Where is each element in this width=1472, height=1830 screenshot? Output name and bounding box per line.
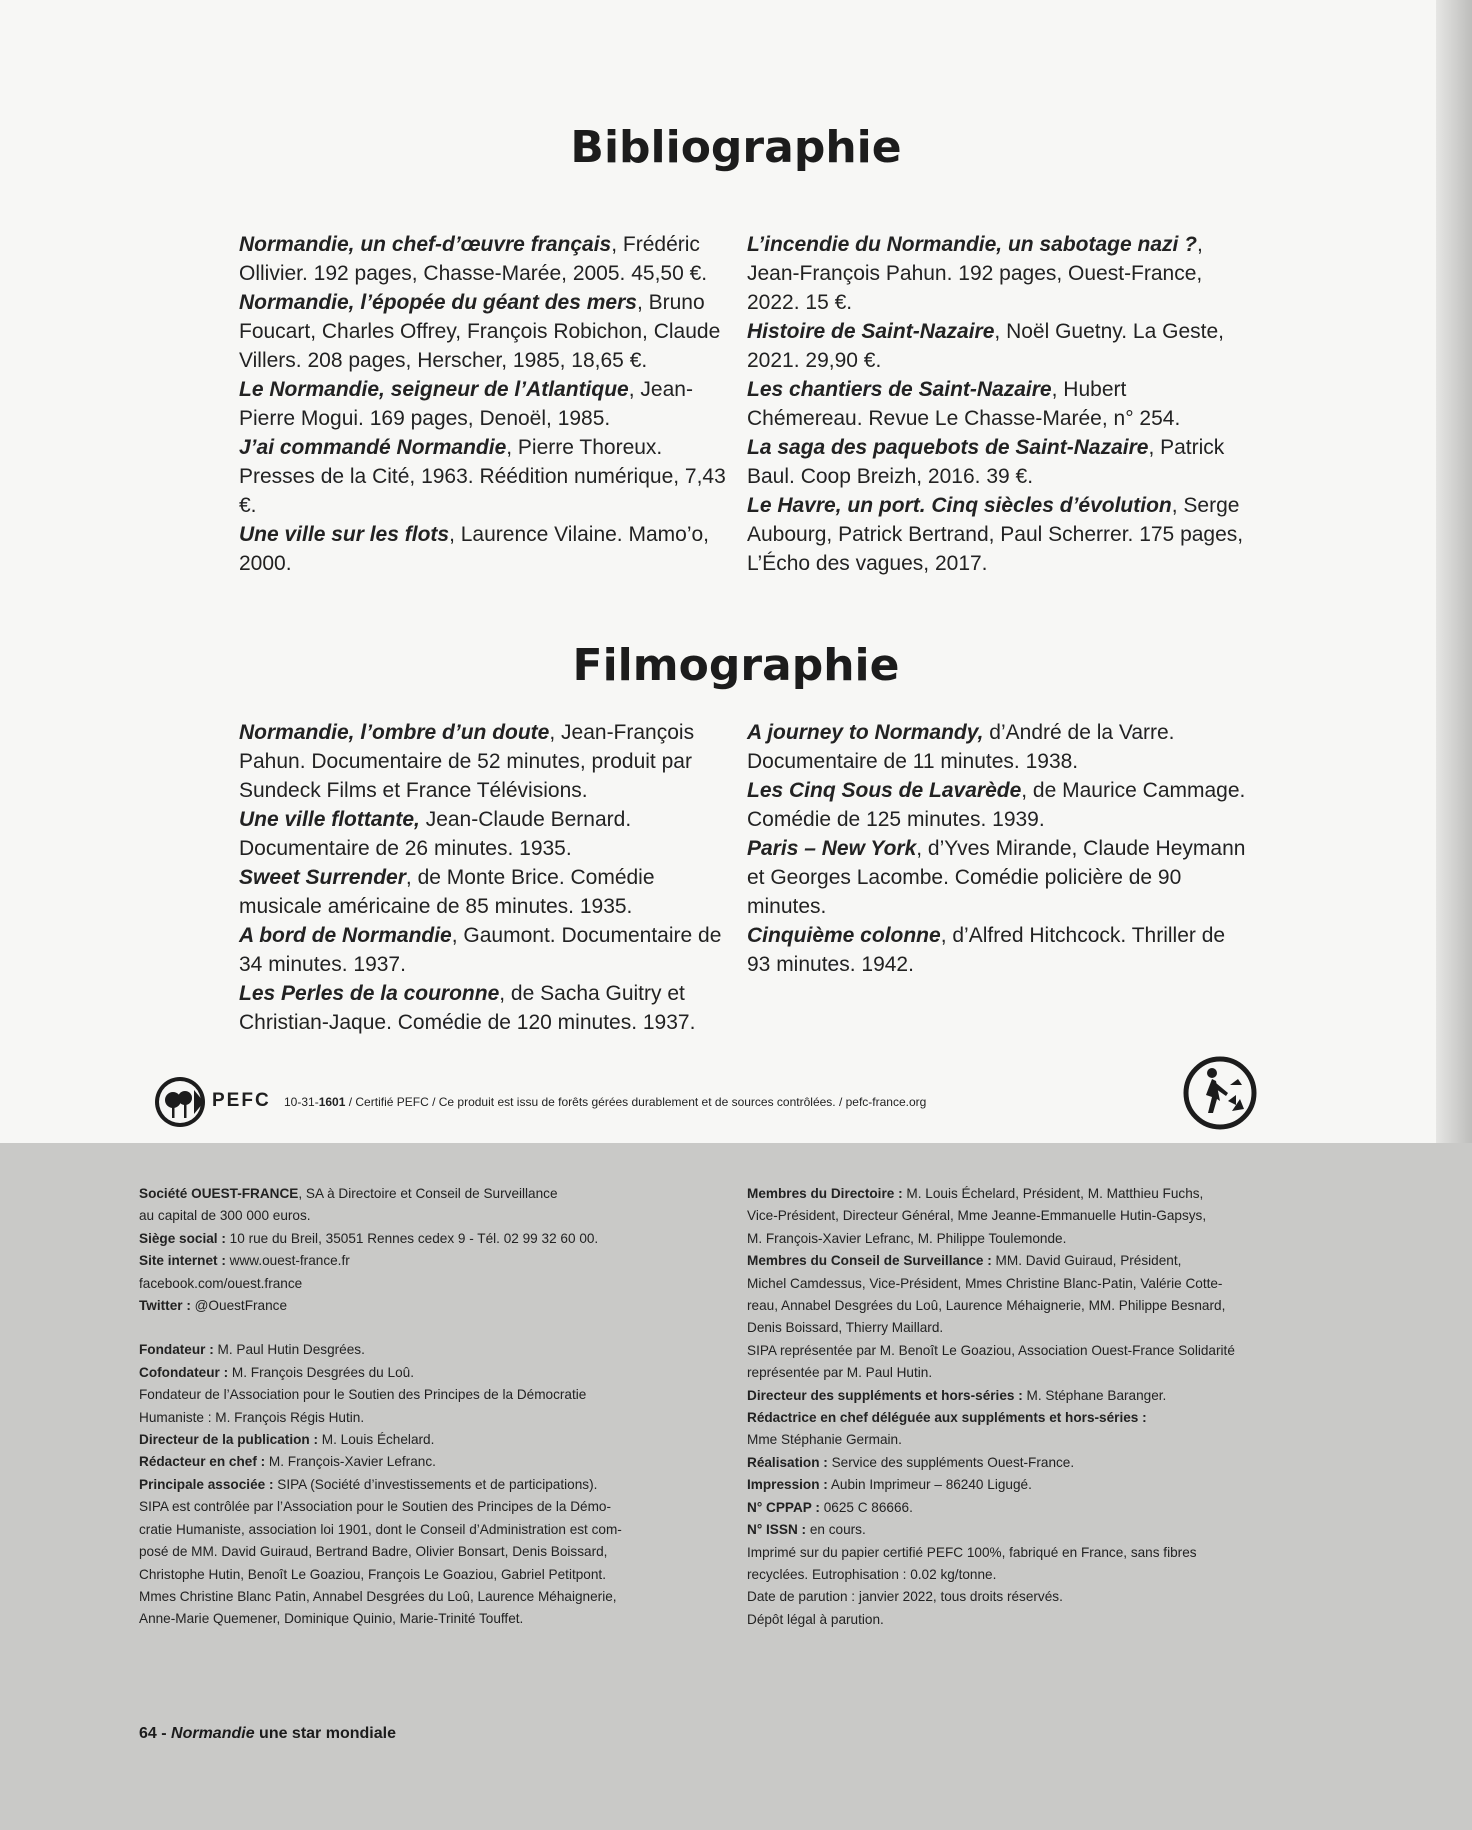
footer-label: Rédactrice en chef déléguée aux suppléments et hors-séries : — [747, 1410, 1147, 1426]
footer-line — [747, 1362, 1337, 1384]
footer-line — [139, 1451, 719, 1473]
reference-details: , Gaumont. Documentaire de 34 minutes. 1937. — [239, 924, 722, 976]
bibliography-left-column — [239, 230, 739, 578]
footer-text: M. Louis Échelard, Président, M. Matthieu Fuchs, — [902, 1186, 1204, 1201]
footer-left-column — [139, 1183, 719, 1631]
footer-text: Service des suppléments Ouest-France. — [827, 1454, 1075, 1470]
reference-entry — [239, 520, 739, 578]
reference-entry — [239, 979, 739, 1037]
pefc-mark: PEFC — [212, 1090, 271, 1111]
reference-entry — [239, 230, 739, 288]
footer-text: recyclées. Eutrophisation : 0.02 kg/tonne. — [747, 1566, 997, 1582]
footer-label: N° ISSN : — [747, 1522, 807, 1538]
footer-line — [747, 1519, 1337, 1541]
footer-line — [747, 1205, 1337, 1227]
reference-details: , Serge Aubourg, Patrick Bertrand, Paul Scherrer. 175 pages, L’Écho des vagues, 2017. — [747, 494, 1244, 575]
reference-title: Une ville sur les flots — [239, 523, 450, 546]
bibliography-right-column — [747, 230, 1247, 578]
footer-line — [747, 1317, 1337, 1339]
reference-details: , de Sacha Guitry et Christian-Jaque. Comédie de 120 minutes. 1937. — [239, 982, 696, 1034]
bibliography-title: Bibliographie — [570, 122, 902, 173]
footer-line — [747, 1385, 1337, 1407]
footer-text: Imprimé sur du papier certifié PEFC 100%, fabriqué en France, sans fibres — [747, 1544, 1197, 1560]
footer-label: Principale associée : — [139, 1476, 274, 1492]
footer-line — [747, 1564, 1337, 1586]
footer-label: Directeur des suppléments et hors-séries : — [747, 1387, 1023, 1403]
footer-text: SIPA représentée par M. Benoît Le Goaziou, Association Ouest-France Solidarité — [747, 1342, 1235, 1358]
footer-line — [139, 1496, 719, 1518]
footer-right-column — [747, 1183, 1337, 1631]
reference-title: Normandie, l’épopée du géant des mers — [239, 291, 637, 314]
reference-title: Paris – New York — [747, 837, 917, 860]
reference-details: , Pierre Thoreux. Presses de la Cité, 1963. Réédition numérique, 7,43 €. — [239, 436, 726, 517]
footer-line — [747, 1474, 1337, 1496]
footer-line — [747, 1250, 1337, 1272]
reference-details: , Jean-Pierre Mogui. 169 pages, Denoël, 1985. — [239, 378, 693, 430]
reference-details: , de Maurice Cammage. Comédie de 125 minutes. 1939. — [747, 779, 1246, 831]
footer-line — [139, 1564, 719, 1586]
reference-entry — [239, 288, 739, 375]
reference-title: Histoire de Saint-Nazaire — [747, 320, 995, 343]
reference-details: , d’Yves Mirande, Claude Heymann et Georges Lacombe. Comédie policière de 90 minutes. — [747, 837, 1246, 918]
reference-details: , Frédéric Ollivier. 192 pages, Chasse-Marée, 2005. 45,50 €. — [239, 233, 708, 285]
footer-text: posé de MM. David Guiraud, Bertrand Badre, Olivier Bonsart, Denis Boissard, — [139, 1544, 608, 1560]
reference-title: A journey to Normandy, — [747, 721, 984, 744]
footer-line — [747, 1273, 1337, 1295]
reference-entry — [239, 718, 739, 805]
footer-label: Membres du Conseil de Surveillance : — [747, 1253, 992, 1269]
pefc-text: 10-31-1601 / Certifié PEFC / Ce produit est issu de forêts gérées durablement et de sources contrôlées. / pefc-france.org — [284, 1095, 927, 1109]
footer-text: M. François Desgrées du Loû. — [228, 1364, 414, 1380]
footer-text: Mmes Christine Blanc Patin, Annabel Desgrées du Loû, Laurence Méhaignerie, — [139, 1588, 617, 1604]
footer-label: Directeur de la publication : — [139, 1432, 319, 1448]
publication-title: Normandie — [171, 1725, 255, 1742]
footer-text: SIPA est contrôlée par l’Association pour le Soutien des Principes de la Démo- — [139, 1499, 612, 1515]
footer-text: Dépôt légal à parution. — [747, 1611, 884, 1627]
footer-text: @OuestFrance — [190, 1298, 288, 1314]
footer-text: Fondateur de l’Association pour le Soutien des Principes de la Démocratie — [139, 1387, 587, 1403]
footer-line — [747, 1609, 1337, 1631]
page-number: 64 — [139, 1725, 157, 1742]
reference-entry — [239, 863, 739, 921]
footer-label: Siège social : — [139, 1230, 226, 1246]
pefc-certification — [150, 1070, 1050, 1130]
footer-text: cratie Humaniste, association loi 1901, dont le Conseil d’Administration est com- — [139, 1521, 622, 1537]
footer-text: représentée par M. Paul Hutin. — [747, 1365, 933, 1381]
reference-entry — [239, 921, 739, 979]
footer-label: Société OUEST-FRANCE — [139, 1186, 299, 1201]
reference-entry — [747, 433, 1247, 491]
footer-line — [747, 1429, 1337, 1451]
footer-line — [139, 1273, 719, 1295]
footer-label: Cofondateur : — [139, 1364, 229, 1380]
footer-text: au capital de 300 000 euros. — [139, 1208, 311, 1224]
footer-line — [747, 1295, 1337, 1317]
footer-label: Site internet : — [139, 1253, 226, 1269]
footer-text: M. Stéphane Baranger. — [1022, 1387, 1167, 1403]
footer-line — [139, 1362, 719, 1384]
reference-details: , Hubert Chémereau. Revue Le Chasse-Marée, n° 254. — [747, 378, 1181, 430]
footer-text: 10 rue du Breil, 35051 Rennes cedex 9 - Tél. 02 99 32 60 00. — [225, 1230, 599, 1246]
filmography-right-column — [747, 718, 1247, 979]
reference-entry — [747, 230, 1247, 317]
reference-title: Une ville flottante, — [239, 808, 420, 831]
footer-label: Réalisation : — [747, 1454, 828, 1470]
footer-line — [747, 1183, 1337, 1205]
filmography-title: Filmographie — [572, 640, 900, 691]
footer-line — [139, 1250, 719, 1272]
footer-text: M. François-Xavier Lefranc, M. Philippe Toulemonde. — [747, 1230, 1067, 1246]
footer-line — [139, 1474, 719, 1496]
footer-line — [139, 1608, 719, 1630]
footer-line — [139, 1384, 719, 1406]
reference-details: , Noël Guetny. La Geste, 2021. 29,90 €. — [747, 320, 1224, 372]
footer-label: N° CPPAP : — [747, 1499, 820, 1515]
footer-text: facebook.com/ouest.france — [139, 1275, 303, 1291]
footer-label: Rédacteur en chef : — [139, 1454, 266, 1470]
footer-line — [139, 1228, 719, 1250]
footer-text: Anne-Marie Quemener, Dominique Quinio, Marie-Trinité Touffet. — [139, 1611, 524, 1627]
footer-line — [139, 1519, 719, 1541]
footer-text: , SA à Directoire et Conseil de Surveillance — [298, 1186, 558, 1201]
reference-entry — [747, 375, 1247, 433]
footer-line — [747, 1542, 1337, 1564]
footer-text: Aubin Imprimeur – 86240 Ligugé. — [827, 1477, 1032, 1493]
footer-text: Humaniste : M. François Régis Hutin. — [139, 1409, 365, 1425]
page-footer: 64 - Normandie une star mondiale — [139, 1725, 396, 1742]
footer-line — [747, 1407, 1337, 1429]
footer-text: en cours. — [806, 1522, 866, 1538]
reference-title: A bord de Normandie — [239, 924, 452, 947]
footer-text: Michel Camdessus, Vice-Président, Mmes Christine Blanc-Patin, Valérie Cotte- — [747, 1275, 1223, 1291]
reference-entry — [747, 491, 1247, 578]
recycling-icon — [1182, 1055, 1258, 1131]
reference-entry — [747, 834, 1247, 921]
reference-title: La saga des paquebots de Saint-Nazaire — [747, 436, 1149, 459]
reference-entry — [239, 433, 739, 520]
footer-label: Impression : — [747, 1477, 828, 1493]
reference-title: Normandie, un chef-d’œuvre français — [239, 233, 612, 256]
reference-title: Les chantiers de Saint-Nazaire — [747, 378, 1052, 401]
footer-text: Vice-Président, Directeur Général, Mme Jeanne-Emmanuelle Hutin-Gapsys, — [747, 1208, 1207, 1224]
footer-line — [747, 1340, 1337, 1362]
footer-text: reau, Annabel Desgrées du Loû, Laurence Méhaignerie, MM. Philippe Besnard, — [747, 1298, 1226, 1314]
reference-details: , d’Alfred Hitchcock. Thriller de 93 minutes. 1942. — [747, 924, 1226, 976]
reference-entry — [747, 718, 1247, 776]
reference-details: d’André de la Varre. Documentaire de 11 minutes. 1938. — [747, 721, 1175, 773]
reference-details: , Patrick Baul. Coop Breizh, 2016. 39 €. — [747, 436, 1225, 488]
footer-label: Twitter : — [139, 1298, 191, 1314]
footer-line — [139, 1295, 719, 1317]
reference-title: Les Perles de la couronne — [239, 982, 500, 1005]
reference-details: Jean-Claude Bernard. Documentaire de 26 minutes. 1935. — [239, 808, 632, 860]
reference-details: , Laurence Vilaine. Mamo’o, 2000. — [239, 523, 710, 575]
footer-line — [747, 1497, 1337, 1519]
footer-text: Christophe Hutin, Benoît Le Goaziou, François Le Goaziou, Gabriel Petitpont. — [139, 1566, 606, 1582]
reference-details: , Jean-François Pahun. 192 pages, Ouest-France, 2022. 15 €. — [747, 233, 1203, 314]
footer-line — [139, 1586, 719, 1608]
footer-text: SIPA (Société d’investissements et de participations). — [273, 1476, 598, 1492]
footer-label: Fondateur : — [139, 1342, 214, 1358]
footer-line — [139, 1183, 719, 1205]
reference-entry — [239, 805, 739, 863]
footer-line — [139, 1429, 719, 1451]
footer-line — [139, 1407, 719, 1429]
reference-title: J’ai commandé Normandie — [239, 436, 507, 459]
footer-line — [139, 1339, 719, 1361]
footer-text: Denis Boissard, Thierry Maillard. — [747, 1320, 944, 1336]
footer-text: M. François-Xavier Lefranc. — [265, 1454, 436, 1470]
footer-line — [747, 1586, 1337, 1608]
reference-title: Le Havre, un port. Cinq siècles d’évolution — [747, 494, 1172, 517]
reference-entry — [747, 317, 1247, 375]
reference-details: , Bruno Foucart, Charles Offrey, François Robichon, Claude Villers. 208 pages, Herscher, 1985, 18,65 €. — [239, 291, 721, 372]
reference-details: , de Monte Brice. Comédie musicale américaine de 85 minutes. 1935. — [239, 866, 655, 918]
footer-text: 0625 C 86666. — [819, 1499, 913, 1515]
footer-text: Mme Stéphanie Germain. — [747, 1432, 902, 1448]
reference-title: Cinquième colonne — [747, 924, 941, 947]
footer-text: M. Louis Échelard. — [318, 1432, 435, 1448]
footer-line — [139, 1541, 719, 1563]
reference-title: Le Normandie, seigneur de l’Atlantique — [239, 378, 629, 401]
footer-line — [139, 1205, 719, 1227]
reference-details: , Jean-François Pahun. Documentaire de 52 minutes, produit par Sundeck Films et France Télévisions. — [239, 721, 695, 802]
pefc-logo-icon — [154, 1076, 206, 1128]
footer-text: MM. David Guiraud, Président, — [991, 1253, 1182, 1269]
footer-text: M. Paul Hutin Desgrées. — [213, 1342, 365, 1358]
reference-entry — [747, 921, 1247, 979]
footer-label: Membres du Directoire : — [747, 1186, 903, 1201]
reference-title: Les Cinq Sous de Lavarède — [747, 779, 1022, 802]
reference-title: Normandie, l’ombre d’un doute — [239, 721, 550, 744]
footer-line — [747, 1452, 1337, 1474]
reference-entry — [747, 776, 1247, 834]
reference-entry — [239, 375, 739, 433]
reference-title: Sweet Surrender — [239, 866, 406, 889]
filmography-left-column — [239, 718, 739, 1037]
spacer — [139, 1317, 719, 1339]
footer-text: Date de parution : janvier 2022, tous droits réservés. — [747, 1589, 1063, 1605]
footer-text: www.ouest-france.fr — [225, 1253, 350, 1269]
footer-line — [747, 1228, 1337, 1250]
reference-title: L’incendie du Normandie, un sabotage nazi ? — [747, 233, 1197, 256]
